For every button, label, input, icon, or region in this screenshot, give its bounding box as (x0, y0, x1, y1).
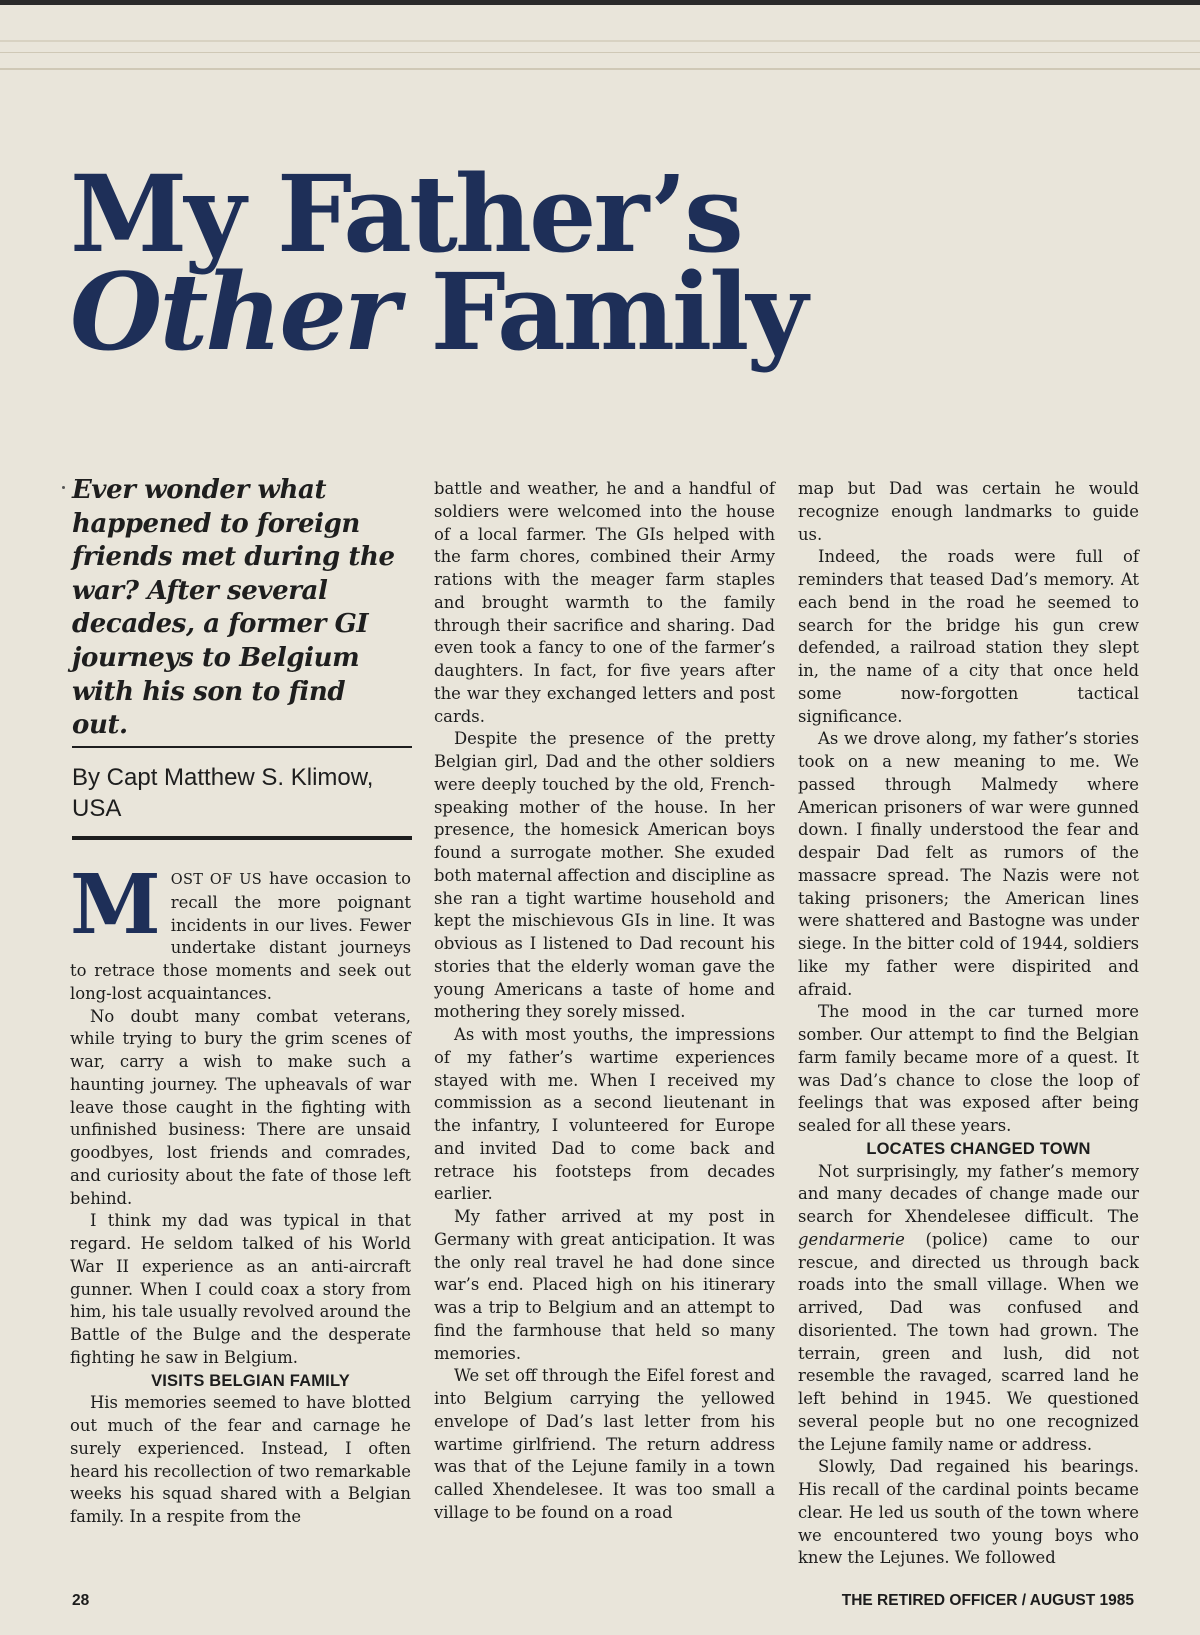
paragraph: The mood in the car turned more somber. Our attempt to find the Belgian farm family became more of a quest. It was Dad’s chance to close the loop of feelings that was exposed after being sealed for all these years. (798, 1002, 1139, 1135)
paragraph: Slowly, Dad regained his bearings. His recall of the cardinal points became clear. He led us south of the town where we encountered two young boys who knew the Lejunes. We followed (798, 1457, 1139, 1568)
paragraph: Despite the presence of the pretty Belgian girl, Dad and the other soldiers were deeply touched by the old, French-speaking mother of the house. In her presence, the homesick American boys found a surrogate mother. She exuded both maternal affection and discipline as she ran a tight wartime household and kept the mischievous GIs in line. It was obvious as I listened to Dad recount his stories that the elderly woman gave the young Americans a taste of home and mothering they sorely missed. (434, 729, 775, 1022)
lead-in-caps: OST OF US (170, 872, 262, 888)
paragraph: Indeed, the roads were full of reminders that teased Dad’s memory. At each bend in the road he seemed to search for the bridge his gun crew defended, a railroad station they slept in, the name of a city that once held some now-forgotten tactical significance. (798, 547, 1139, 726)
title-line-1: My Father’s (70, 151, 741, 276)
article-title (70, 151, 890, 374)
title-italic-word: Other (70, 249, 397, 374)
paragraph: map but Dad was certain he would recognize enough landmarks to guide us. (798, 479, 1139, 544)
header-band (0, 38, 1200, 74)
paragraph: We set off through the Eifel forest and into Belgium carrying the yellowed envelope of Dad’s last letter from his wartime girlfriend. The return address was that of the Lejune family in a town called Xhendelesee. It was too small a village to be found on a road (434, 1366, 775, 1522)
byline: By Capt Matthew S. Klimow, USA (72, 764, 374, 822)
section-subhead: LOCATES CHANGED TOWN (866, 1139, 1091, 1158)
text-column-1 (70, 857, 412, 1529)
paragraph: As we drove along, my father’s stories took on a new meaning to me. We passed through Malmedy where American prisoners of war were gunned down. I finally understood the fear and despair Dad felt as rumors of the massacre spread. The Nazis were not taking prisoners; the American lines were shattered and Bastogne was under siege. In the bitter cold of 1944, soldiers like my father were dispirited and afraid. (798, 729, 1139, 999)
title-line-2-rest: Family (396, 249, 805, 374)
paragraph (798, 1161, 1139, 1457)
italic-term: gendarmerie (798, 1229, 905, 1249)
top-edge-rule (0, 0, 1200, 5)
text-column-2 (434, 478, 775, 1525)
byline-top-rule (72, 746, 412, 748)
deck-dot (62, 486, 65, 489)
drop-cap: M (70, 857, 161, 953)
article-deck: Ever wonder what happened to foreign friends met during the war? After several decades, a former GI journeys to Belgium with his son to find out. (72, 475, 395, 741)
paragraph: My father arrived at my post in Germany with great anticipation. It was the only real travel he had done since war’s end. Placed high on his itinerary was a trip to Belgium and an attempt to find the farmhouse that held so many memories. (434, 1207, 775, 1363)
paragraph (70, 857, 412, 1006)
paragraph: I think my dad was typical in that regard. He seldom talked of his World War II experience as an anti-aircraft gunner. When I could coax a story from him, his tale usually revolved around the Battle of the Bulge and the desperate fighting he saw in Belgium. (70, 1211, 411, 1367)
paragraph: His memories seemed to have blotted out much of the fear and carnage he surely experienced. Instead, I often heard his recollection of two remarkable weeks his squad shared with a Belgian family. In a respite from the (70, 1393, 411, 1526)
paragraph: No doubt many combat veterans, while trying to bury the grim scenes of war, carry a wish to make such a haunting journey. The upheavals of war leave those caught in the fighting with unfinished business: There are unsaid goodbyes, lost friends and comrades, and curiosity about the fate of those left behind. (70, 1006, 411, 1208)
paragraph-text: Not surprisingly, my father’s memory and many decades of change made our search for Xhendelesee difficult. The (798, 1161, 1139, 1226)
section-subhead: VISITS BELGIAN FAMILY (151, 1371, 350, 1390)
publication-footer: THE RETIRED OFFICER / AUGUST 1985 (841, 1592, 1134, 1609)
page-number: 28 (72, 1592, 90, 1609)
paragraph: battle and weather, he and a handful of soldiers were welcomed into the house of a local farmer. The GIs helped with the farm chores, combined their Army rations with the meager farm staples and brought warmth to the family through their sacrifice and sharing. Dad even took a fancy to one of the farmer’s daughters. In fact, for five years after the war they exchanged letters and post cards. (434, 479, 775, 726)
title-line-2 (70, 249, 890, 374)
byline-bottom-rule (72, 836, 412, 840)
paragraph-text: (police) came to our rescue, and directed us through back roads into the small village. When we arrived, Dad was confused and disoriented. The town had grown. The terrain, green and lush, did not resemble the ravaged, scarred land he left behind in 1945. We questioned several people but no one recognized the Lejune family name or address. (798, 1229, 1139, 1454)
paragraph-text: have occasion to recall the more poignant incidents in our lives. Fewer undertake distant journeys to retrace those moments and seek out long-lost acquaintances. (70, 869, 412, 1003)
text-column-3 (798, 478, 1139, 1570)
paragraph: As with most youths, the impressions of my father’s wartime experiences stayed with me. When I received my commission as a second lieutenant in the infantry, I volunteered for Europe and invited Dad to come back and retrace his footsteps from decades earlier. (434, 1025, 775, 1204)
